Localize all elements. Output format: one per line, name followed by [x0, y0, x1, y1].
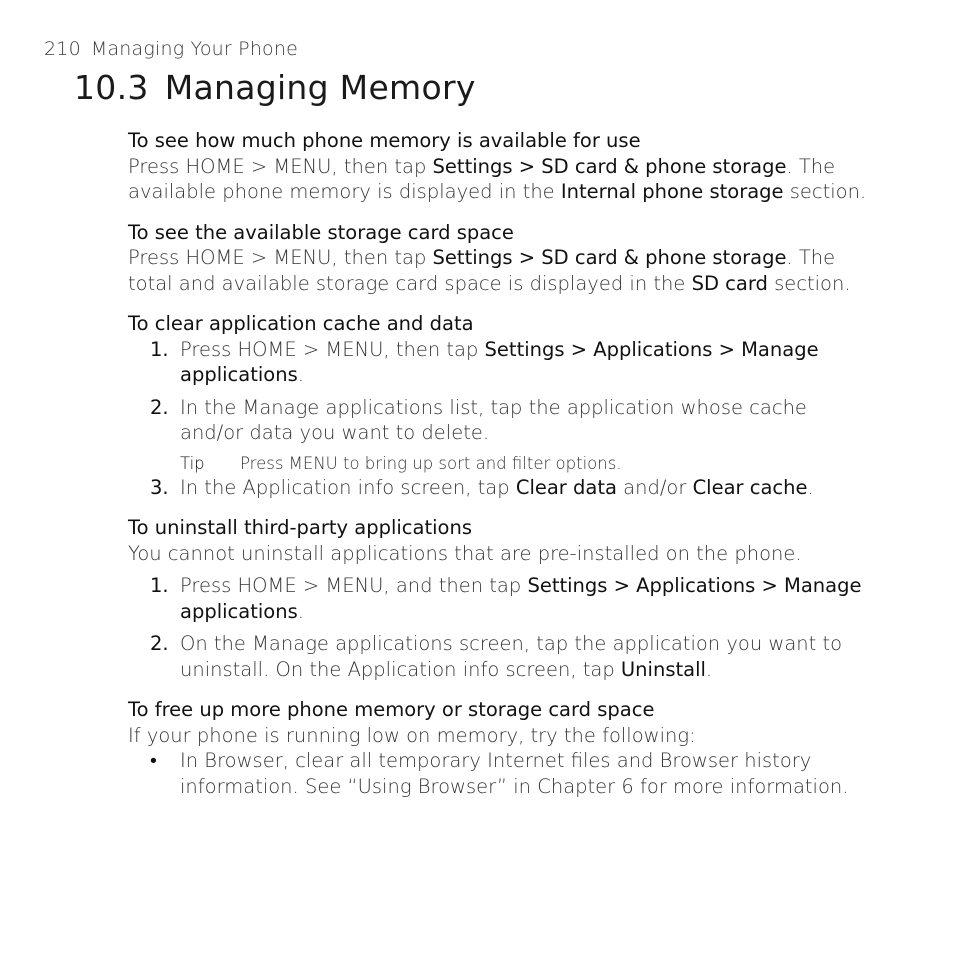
tip-text: Press MENU to bring up sort and filter options. — [240, 453, 622, 473]
ui-term: SD card — [691, 271, 768, 295]
text: . — [297, 363, 304, 386]
steps-list — [128, 475, 868, 501]
paragraph: You cannot uninstall applications that are pre-installed on the phone. — [128, 541, 802, 565]
bullet-list — [128, 748, 868, 799]
bullet-icon: • — [150, 749, 157, 772]
page-title — [74, 68, 476, 107]
list-item — [128, 395, 868, 446]
text: . The total and available storage card space is displayed in the — [128, 246, 836, 295]
text: section. — [767, 271, 851, 295]
paragraph: If your phone is running low on memory, try the following: — [128, 723, 696, 747]
section-title: Managing Memory — [164, 68, 476, 107]
section-number: 10.3 — [74, 68, 149, 107]
step-number: 3. — [150, 475, 169, 499]
section-heading: To see the available storage card space — [128, 220, 514, 244]
text: Press HOME > MENU, then tap — [180, 337, 485, 361]
step-number: 1. — [150, 574, 169, 597]
section-free-memory — [128, 697, 868, 799]
tip-label: Tip — [180, 453, 205, 473]
step-number: 2. — [150, 632, 169, 655]
text: In the Application info screen, tap — [180, 475, 516, 499]
text: and/or — [616, 475, 693, 499]
section-heading: To clear application cache and data — [128, 312, 474, 335]
text: . — [705, 657, 713, 681]
tip-note — [128, 453, 868, 475]
text: In the Manage applications list, tap the application whose cache and/or data you want to delete. — [180, 395, 807, 444]
paragraph — [128, 245, 868, 296]
section-heading: To see how much phone memory is available for use — [128, 129, 641, 152]
ui-term: Settings > SD card & phone storage — [432, 246, 787, 269]
ui-term: Clear data — [515, 475, 617, 499]
text: . — [807, 475, 814, 499]
text: Press HOME > MENU, then tap — [128, 246, 433, 269]
ui-term: Internal phone storage — [560, 180, 784, 203]
step-number: 2. — [150, 395, 169, 419]
list-item — [128, 337, 868, 388]
page-number: 210 — [44, 38, 81, 60]
section-uninstall — [128, 515, 868, 682]
list-item — [128, 475, 868, 501]
text: section. — [783, 180, 867, 203]
chapter-name: Managing Your Phone — [90, 38, 299, 60]
step-number: 1. — [150, 337, 169, 361]
page-header — [44, 38, 298, 60]
steps-list — [128, 337, 868, 446]
section-phone-memory — [128, 128, 868, 205]
text: On the Manage applications screen, tap the application you want to uninstall. On the Application info screen, tap — [180, 632, 843, 681]
section-storage-card — [128, 220, 868, 297]
text: Press HOME > MENU, and then tap — [180, 574, 528, 597]
ui-term: Uninstall — [620, 657, 706, 681]
text: . The available phone memory is displayed in the — [128, 154, 836, 203]
steps-list — [128, 573, 868, 682]
section-heading: To free up more phone memory or storage card space — [128, 698, 655, 721]
text: . — [297, 599, 304, 623]
ui-term: Settings > SD card & phone storage — [432, 154, 787, 178]
list-item — [128, 573, 868, 624]
section-heading: To uninstall third-party applications — [128, 516, 472, 539]
ui-term: Clear cache — [692, 475, 808, 499]
list-item — [128, 748, 868, 799]
ui-term: Settings > Applications > Manage applications — [180, 574, 862, 623]
ui-term: Settings > Applications > Manage applications — [180, 337, 819, 386]
text: Press HOME > MENU, then tap — [128, 154, 433, 178]
section-clear-cache — [128, 311, 868, 500]
list-item — [128, 631, 868, 682]
paragraph — [128, 154, 868, 205]
text: In Browser, clear all temporary Internet files and Browser history information. See “Using Browser” in Chapter 6 for more information. — [180, 749, 849, 798]
content-body — [128, 128, 868, 814]
